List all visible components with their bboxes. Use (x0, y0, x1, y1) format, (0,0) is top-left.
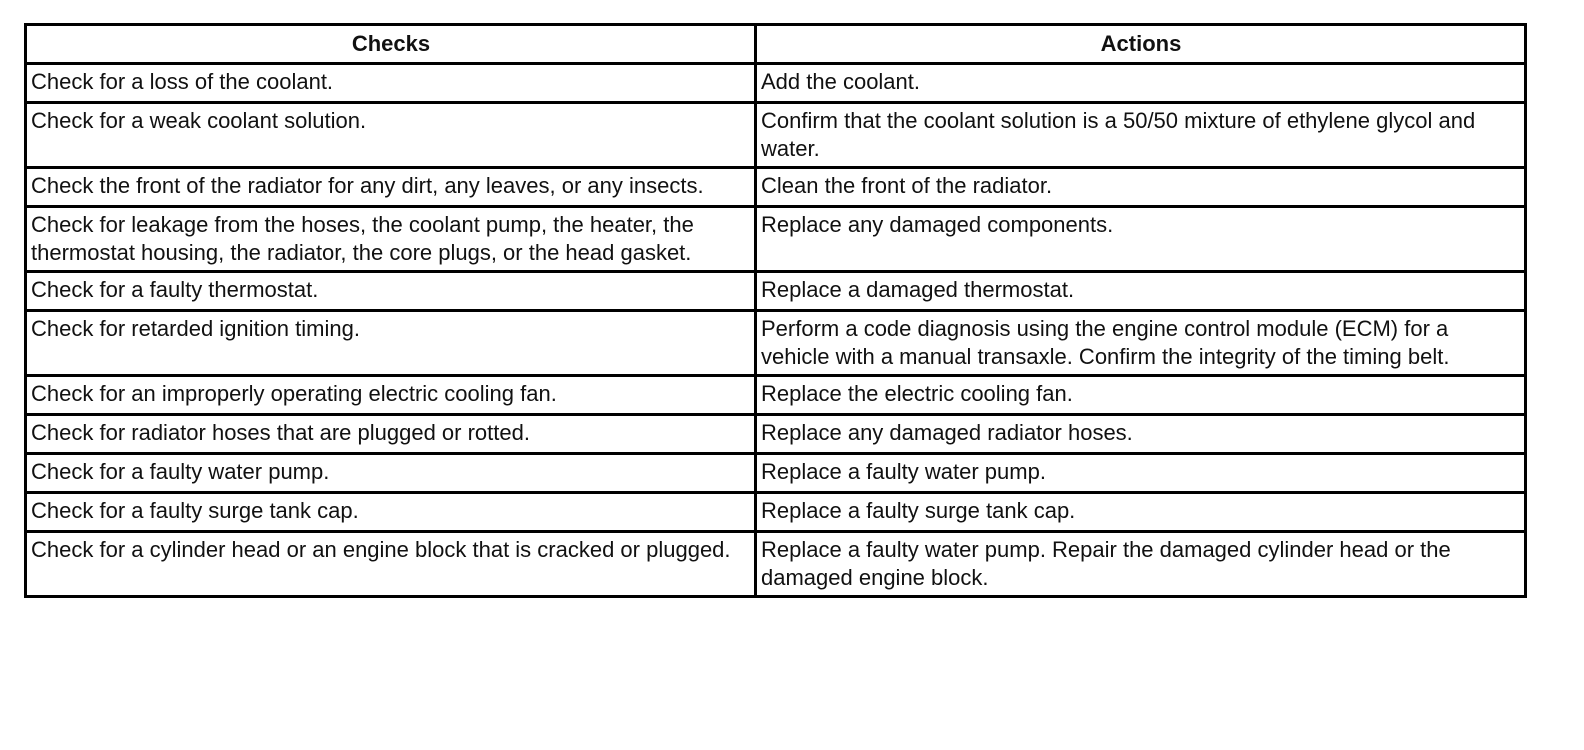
header-row (26, 25, 1526, 64)
action-cell: Replace a faulty water pump. (756, 454, 1526, 493)
check-cell: Check for leakage from the hoses, the coolant pump, the heater, the thermostat housing, the radiator, the core plugs, or the head gasket. (26, 207, 756, 272)
check-cell: Check for a weak coolant solution. (26, 103, 756, 168)
table-row (26, 64, 1526, 103)
column-header-checks: Checks (26, 25, 756, 64)
table-header (26, 25, 1526, 64)
table-row (26, 207, 1526, 272)
table-body (26, 64, 1526, 597)
action-cell: Replace a damaged thermostat. (756, 272, 1526, 311)
action-cell: Confirm that the coolant solution is a 50/50 mixture of ethylene glycol and water. (756, 103, 1526, 168)
check-cell: Check for a faulty water pump. (26, 454, 756, 493)
check-cell: Check for retarded ignition timing. (26, 311, 756, 376)
action-cell: Replace a faulty water pump. Repair the damaged cylinder head or the damaged engine block. (756, 532, 1526, 597)
table-row (26, 493, 1526, 532)
action-cell: Add the coolant. (756, 64, 1526, 103)
action-cell: Replace any damaged radiator hoses. (756, 415, 1526, 454)
check-cell: Check for a cylinder head or an engine block that is cracked or plugged. (26, 532, 756, 597)
action-cell: Replace a faulty surge tank cap. (756, 493, 1526, 532)
check-cell: Check the front of the radiator for any dirt, any leaves, or any insects. (26, 168, 756, 207)
check-cell: Check for a loss of the coolant. (26, 64, 756, 103)
check-cell: Check for a faulty surge tank cap. (26, 493, 756, 532)
table-row (26, 415, 1526, 454)
table-row (26, 272, 1526, 311)
table-row (26, 376, 1526, 415)
column-header-actions: Actions (756, 25, 1526, 64)
checks-actions-table (24, 23, 1527, 598)
action-cell: Replace any damaged components. (756, 207, 1526, 272)
check-cell: Check for an improperly operating electric cooling fan. (26, 376, 756, 415)
check-cell: Check for a faulty thermostat. (26, 272, 756, 311)
diagnostic-table-container (24, 23, 1524, 598)
action-cell: Clean the front of the radiator. (756, 168, 1526, 207)
table-row (26, 168, 1526, 207)
table-row (26, 454, 1526, 493)
table-row (26, 532, 1526, 597)
table-row (26, 103, 1526, 168)
action-cell: Replace the electric cooling fan. (756, 376, 1526, 415)
action-cell: Perform a code diagnosis using the engine control module (ECM) for a vehicle with a manual transaxle. Confirm the integrity of the timing belt. (756, 311, 1526, 376)
table-row (26, 311, 1526, 376)
check-cell: Check for radiator hoses that are plugged or rotted. (26, 415, 756, 454)
